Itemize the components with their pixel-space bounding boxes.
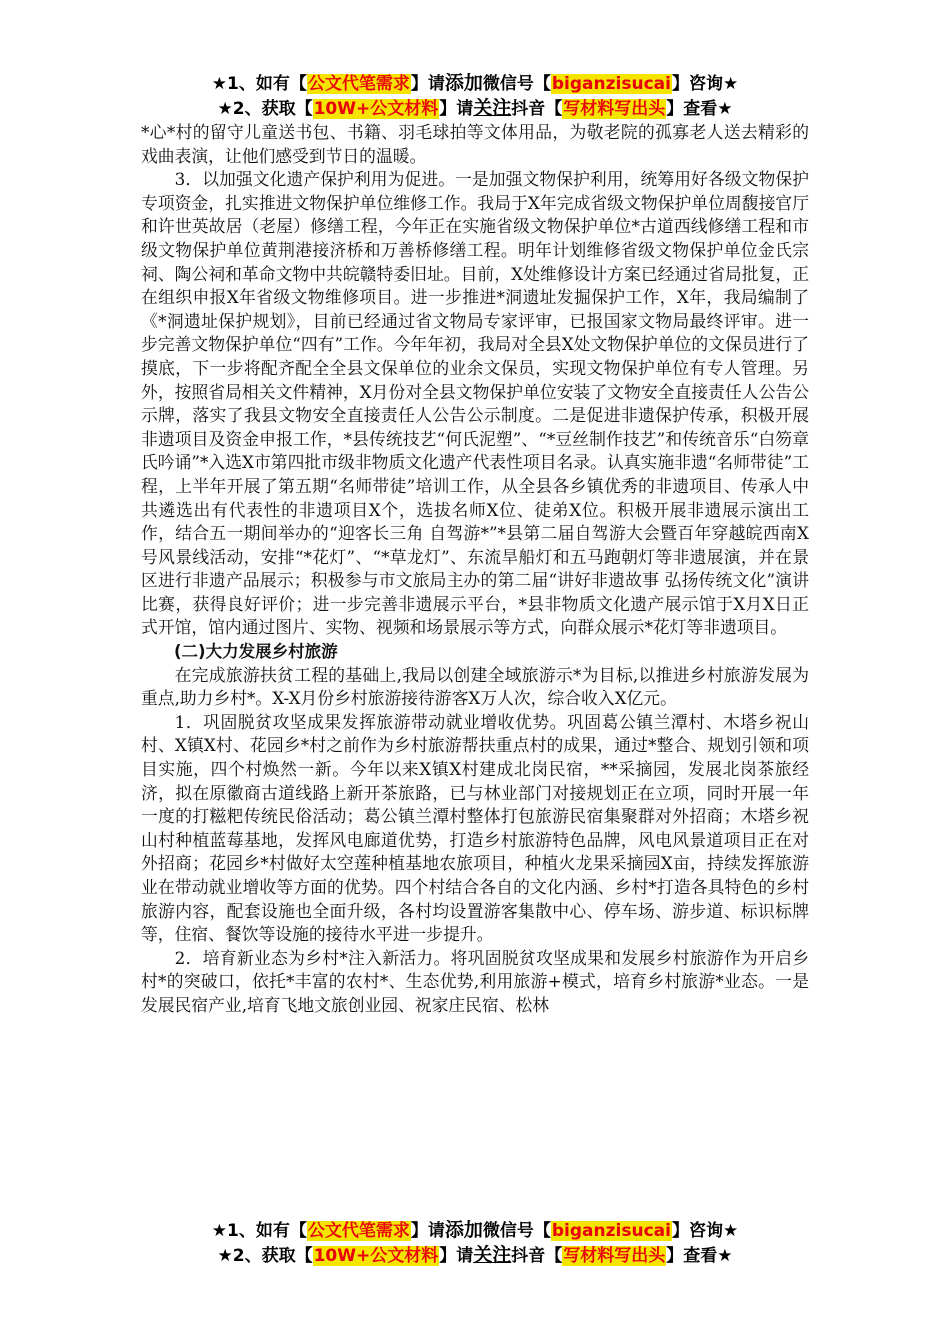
- paragraph-tourism-intro: 在完成旅游扶贫工程的基础上,我局以创建全域旅游示*为目标,以推进乡村旅游发展为重点,助力乡村*。X-X月份乡村旅游接待游客X万人次，综合收入X亿元。: [141, 664, 809, 709]
- promo-2-highlight-douyin: 写材料写出头: [563, 1246, 666, 1266]
- promo-2-prefix: ★2、获取【: [217, 1246, 313, 1266]
- promo-2-highlight-materials: 10W+公文材料: [313, 1246, 439, 1266]
- document-body: [141, 121, 809, 1018]
- promo-1-suffix: 】咨询★: [671, 1221, 739, 1241]
- paragraph-continued: *心*村的留守儿童送书包、书籍、羽毛球拍等文体用品，为敬老院的孤寡老人送去精彩的戏曲表演，让他们感受到节日的温暖。: [141, 122, 809, 166]
- promo-1-middle-2: 微信号【: [482, 74, 551, 94]
- header-promo-line-1: [0, 70, 950, 97]
- promo-2-prefix: ★2、获取【: [217, 99, 313, 119]
- section-heading-rural-tourism: (二)大力发展乡村旅游: [174, 642, 338, 662]
- promo-2-highlight-materials: 10W+公文材料: [313, 99, 439, 119]
- promo-1-highlight-wechat: biganzisucai: [551, 1221, 671, 1241]
- promo-1-highlight-wechat: biganzisucai: [551, 74, 671, 94]
- promo-2-suffix: 】查看★: [666, 1246, 733, 1266]
- header-promo-line-2: [0, 95, 950, 122]
- promo-2-suffix: 】查看★: [666, 99, 733, 119]
- promo-1-highlight-service: 公文代笔需求: [307, 74, 410, 94]
- footer-promo-line-1: [0, 1217, 950, 1244]
- paragraph-heritage-protection: 3．以加强文化遗产保护利用为促进。一是加强文物保护利用，统筹用好各级文物保护专项资金，扎实推进文物保护单位维修工作。我局于X年完成省级文物保护单位周馥接官厅和许世英故居（老屋）修缮工程，今年正在实施省级文物保护单位*古道西线修缮工程和市级文物保护单位黄荆港接济桥和万善桥修缮工程。明年计划维修省级文物保护单位金氏宗祠、陶公祠和革命文物中共皖赣特委旧址。目前，X处维修设计方案已经通过省局批复，正在组织申报X年省级文物维修项目。进一步推进*洞遗址发掘保护工作，X年，我局编制了《*洞遗址保护规划》，目前已经通过省文物局专家评审，已报国家文物局最终评审。进一步完善文物保护单位“四有”工作。今年年初，我局对全县X处文物保护单位的文保员进行了摸底，下一步将配齐配全全县文保单位的业余文保员，实现文物保护单位有专人管理。另外，按照省局相关文件精神，X月份对全县文物保护单位安装了文物安全直接责任人公告公示牌，落实了我县文物安全直接责任人公告公示制度。二是促进非遗保护传承，积极开展非遗项目及资金申报工作，*县传统技艺“何氏泥塑”、“*豆丝制作技艺”和传统音乐“白笏章氏吟诵”*入选X市第四批市级非物质文化遗产代表性项目名录。认真实施非遗“名师带徒”工程，上半年开展了第五期“名师带徒”培训工作，从全县各乡镇优秀的非遗项目、传承人中共遴选出有代表性的非遗项目X个，选拔名师X位、徒弟X位。积极开展非遗展示演出工作，结合五一期间举办的“迎客长三角 自驾游*”*县第二届自驾游大会暨百年穿越皖西南X号风景线活动，安排“*花灯”、“*草龙灯”、东流旱船灯和五马跑朝灯等非遗展演，并在景区进行非遗产品展示；积极参与市文旅局主办的第二届“讲好非遗故事 弘扬传统文化”演讲比赛，获得良好评价；进一步完善非遗展示平台，*县非物质文化遗产展示馆于X月X日正式开馆，馆内通过图片、实物、视频和场景展示等方式，向群众展示*花灯等非遗项目。: [141, 169, 809, 638]
- paragraph-poverty-results: 1．巩固脱贫攻坚成果发挥旅游带动就业增收优势。巩固葛公镇兰潭村、木塔乡祝山村、X镇X村、花园乡*村之前作为乡村旅游帮扶重点村的成果，通过*整合、规划引领和项目实施，四个村焕然一新。今年以来X镇X村建成北岗民宿，**采摘园，发展北岗茶旅经济，拟在原徽商古道线路上新开茶旅路，已与林业部门对接规划正在立项，同时开展一年一度的打糍粑传统民俗活动；葛公镇兰潭村整体打包旅游民宿集聚群对外招商；木塔乡祝山村种植蓝莓基地，发挥风电廊道优势，打造乡村旅游特色品牌，风电风景道项目正在对外招商；花园乡*村做好太空莲种植基地农旅项目，种植火龙果采摘园X亩，持续发挥旅游业在带动就业增收等方面的优势。四个村结合各自的文化内涵、乡村*打造各具特色的乡村旅游内容，配套设施也全面升级，各村均设置游客集散中心、停车场、游步道、标识标牌等，住宿、餐饮等设施的接待水平进一步提升。: [141, 711, 809, 945]
- promo-2-middle: 】请: [439, 99, 474, 119]
- promo-2-highlight-douyin: 写材料写出头: [563, 99, 666, 119]
- promo-2-middle-2: 抖音【: [511, 1246, 563, 1266]
- footer-promo-line-2: [0, 1242, 950, 1269]
- promo-1-emphasis: 添加: [444, 72, 483, 94]
- promo-2-middle: 】请: [439, 1246, 474, 1266]
- promo-1-highlight-service: 公文代笔需求: [307, 1221, 410, 1241]
- promo-1-middle: 】请: [410, 74, 445, 94]
- paragraph-new-formats: 2．培育新业态为乡村*注入新活力。将巩固脱贫攻坚成果和发展乡村旅游作为开启乡村*的突破口，依托*丰富的农村*、生态优势,利用旅游+模式，培育乡村旅游*业态。一是发展民宿产业,培育飞地文旅创业园、祝家庄民宿、松林: [141, 947, 809, 1015]
- promo-1-emphasis: 添加: [444, 1219, 483, 1241]
- promo-1-middle-2: 微信号【: [482, 1221, 551, 1241]
- promo-2-emphasis: 关注: [473, 1244, 512, 1266]
- promo-1-prefix: ★1、如有【: [211, 1221, 307, 1241]
- promo-2-middle-2: 抖音【: [511, 99, 563, 119]
- promo-2-emphasis: 关注: [473, 97, 512, 119]
- promo-1-middle: 】请: [410, 1221, 445, 1241]
- promo-1-prefix: ★1、如有【: [211, 74, 307, 94]
- promo-1-suffix: 】咨询★: [671, 74, 739, 94]
